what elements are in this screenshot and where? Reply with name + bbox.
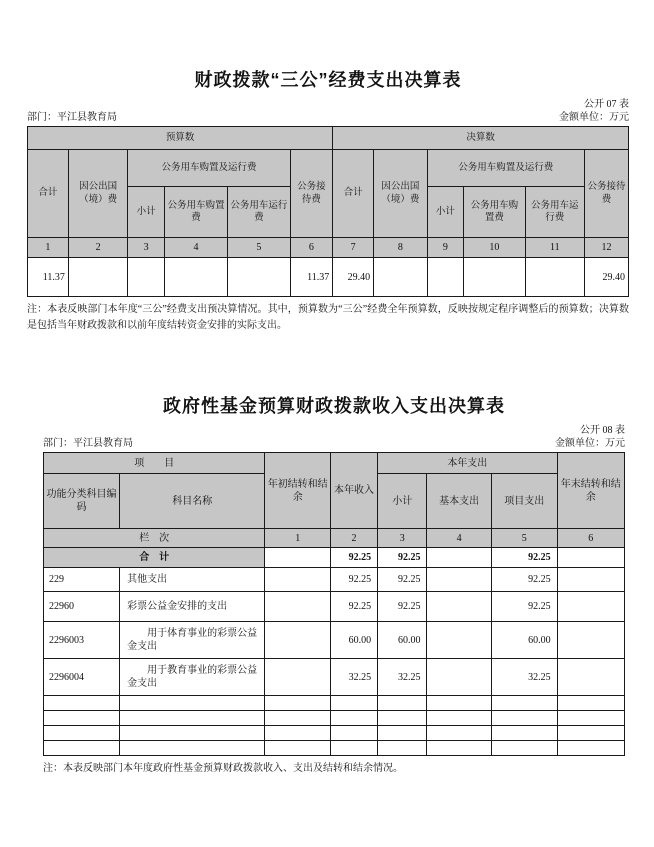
header-final: 决算数 xyxy=(333,127,629,150)
table2-sheet-label: 公开 08 表 xyxy=(580,425,625,436)
three-public-sheet xyxy=(27,66,629,334)
value-cell xyxy=(265,622,331,659)
name-cell: 彩票公益金安排的支出 xyxy=(120,592,265,622)
value-cell xyxy=(374,258,427,297)
table1-note: 注：本表反映部门本年度“三公”经费支出预决算情况。其中，预算数为“三公”经费全年预算数，反映按规定程序调整后的预算数；决算数是包括当年财政拨款和以前年度结转资金安排的实际支出。 xyxy=(27,304,629,331)
header-subject-name: 科目名称 xyxy=(120,474,265,529)
value-cell xyxy=(265,592,331,622)
value-cell xyxy=(265,659,331,696)
table1-header-row-1 xyxy=(28,127,629,150)
header-total-final: 合计 xyxy=(333,150,374,238)
value-cell xyxy=(427,568,491,592)
table2-note: 注：本表反映部门本年度政府性基金预算财政拨款收入、支出及结转和结余情况。 xyxy=(43,763,403,774)
value-cell xyxy=(165,258,228,297)
header-function-code: 功能分类科目编码 xyxy=(44,474,120,529)
header-vehicle-operation-budget: 公务用车运行费 xyxy=(228,187,291,238)
value-cell: 32.25 xyxy=(378,659,427,696)
col-num: 9 xyxy=(427,238,464,258)
col-num: 6 xyxy=(557,529,624,548)
code-cell: 2296004 xyxy=(44,659,120,696)
header-project: 项 目 xyxy=(44,453,265,474)
value-cell xyxy=(557,622,624,659)
value-cell xyxy=(557,592,624,622)
table-row xyxy=(44,659,625,696)
name-cell: 其他支出 xyxy=(120,568,265,592)
value-cell xyxy=(68,258,127,297)
value-cell: 29.40 xyxy=(333,258,374,297)
header-basic-expense: 基本支出 xyxy=(427,474,491,529)
value-cell xyxy=(464,258,525,297)
header-abroad-final: 因公出国（境）费 xyxy=(374,150,427,238)
col-num: 10 xyxy=(464,238,525,258)
header-budget: 预算数 xyxy=(28,127,333,150)
value-cell: 11.37 xyxy=(28,258,69,297)
table1-department: 部门：平江县教育局 xyxy=(27,112,117,123)
table1-header-row-2 xyxy=(28,150,629,187)
col-num: 4 xyxy=(427,529,491,548)
value-cell xyxy=(525,258,584,297)
value-cell: 32.25 xyxy=(491,659,557,696)
value-cell xyxy=(427,258,464,297)
three-public-table xyxy=(27,126,629,297)
header-vehicle-operation-final: 公务用车运行费 xyxy=(525,187,584,238)
value-cell xyxy=(427,659,491,696)
gov-fund-sheet xyxy=(43,392,625,777)
value-cell: 92.25 xyxy=(491,568,557,592)
value-cell: 92.25 xyxy=(491,592,557,622)
value-cell: 32.25 xyxy=(331,659,378,696)
col-num: 1 xyxy=(28,238,69,258)
table2-department: 部门：平江县教育局 xyxy=(43,438,133,449)
header-vehicle-group-budget: 公务用车购置及运行费 xyxy=(128,150,290,187)
header-begin-balance: 年初结转和结余 xyxy=(265,453,331,529)
lane-label: 栏 次 xyxy=(44,529,265,548)
col-num: 2 xyxy=(331,529,378,548)
value-cell: 92.25 xyxy=(491,548,557,568)
header-year-expense: 本年支出 xyxy=(378,453,558,474)
value-cell: 92.25 xyxy=(378,592,427,622)
header-subtotal: 小计 xyxy=(378,474,427,529)
table2-title: 政府性基金预算财政拨款收入支出决算表 xyxy=(163,396,505,416)
value-cell xyxy=(557,659,624,696)
empty-row xyxy=(44,726,625,741)
col-num: 4 xyxy=(165,238,228,258)
table1-data-row xyxy=(28,258,629,297)
empty-row xyxy=(44,711,625,726)
value-cell: 92.25 xyxy=(331,568,378,592)
table-row xyxy=(44,592,625,622)
col-num: 2 xyxy=(68,238,127,258)
col-num: 5 xyxy=(491,529,557,548)
header-vehicle-purchase-budget: 公务用车购置费 xyxy=(165,187,228,238)
value-cell xyxy=(557,548,624,568)
table1-unit: 金额单位：万元 xyxy=(559,112,629,123)
col-num: 8 xyxy=(374,238,427,258)
table2-total-row xyxy=(44,548,625,568)
value-cell: 60.00 xyxy=(331,622,378,659)
header-vehicle-group-final: 公务用车购置及运行费 xyxy=(427,150,584,187)
header-total-budget: 合计 xyxy=(28,150,69,238)
value-cell: 92.25 xyxy=(331,548,378,568)
col-num: 3 xyxy=(128,238,165,258)
total-label: 合 计 xyxy=(44,548,265,568)
table2-column-number-row xyxy=(44,529,625,548)
header-reception-budget: 公务接待费 xyxy=(290,150,333,238)
name-cell: 用于教育事业的彩票公益金支出 xyxy=(120,659,265,696)
header-project-expense: 项目支出 xyxy=(491,474,557,529)
name-cell: 用于体育事业的彩票公益金支出 xyxy=(120,622,265,659)
table1-sheet-label: 公开 07 表 xyxy=(584,99,629,110)
value-cell: 60.00 xyxy=(491,622,557,659)
header-year-income: 本年收入 xyxy=(331,453,378,529)
value-cell: 11.37 xyxy=(290,258,333,297)
value-cell xyxy=(265,568,331,592)
header-subtotal-budget: 小计 xyxy=(128,187,165,238)
value-cell: 92.25 xyxy=(331,592,378,622)
header-subtotal-final: 小计 xyxy=(427,187,464,238)
value-cell: 29.40 xyxy=(585,258,629,297)
col-num: 7 xyxy=(333,238,374,258)
table2-header-row-1 xyxy=(44,453,625,474)
table1-column-number-row xyxy=(28,238,629,258)
col-num: 5 xyxy=(228,238,291,258)
header-abroad-budget: 因公出国（境）费 xyxy=(68,150,127,238)
value-cell: 92.25 xyxy=(378,548,427,568)
code-cell: 2296003 xyxy=(44,622,120,659)
gov-fund-table xyxy=(43,452,625,756)
empty-row xyxy=(44,696,625,711)
table2-unit: 金额单位：万元 xyxy=(555,438,625,449)
table1-meta-row xyxy=(27,111,629,125)
code-cell: 229 xyxy=(44,568,120,592)
value-cell xyxy=(427,548,491,568)
col-num: 3 xyxy=(378,529,427,548)
col-num: 11 xyxy=(525,238,584,258)
header-vehicle-purchase-final: 公务用车购置费 xyxy=(464,187,525,238)
table1-title: 财政拨款“三公”经费支出决算表 xyxy=(194,70,462,90)
value-cell xyxy=(128,258,165,297)
value-cell: 60.00 xyxy=(378,622,427,659)
code-cell: 22960 xyxy=(44,592,120,622)
col-num: 1 xyxy=(265,529,331,548)
col-num: 12 xyxy=(585,238,629,258)
value-cell xyxy=(265,548,331,568)
value-cell: 92.25 xyxy=(378,568,427,592)
table2-meta-row xyxy=(43,437,625,451)
value-cell xyxy=(228,258,291,297)
table-row xyxy=(44,568,625,592)
value-cell xyxy=(427,622,491,659)
value-cell xyxy=(557,568,624,592)
table-row xyxy=(44,622,625,659)
col-num: 6 xyxy=(290,238,333,258)
empty-row xyxy=(44,741,625,756)
header-end-balance: 年末结转和结余 xyxy=(557,453,624,529)
header-reception-final: 公务接待费 xyxy=(585,150,629,238)
value-cell xyxy=(427,592,491,622)
